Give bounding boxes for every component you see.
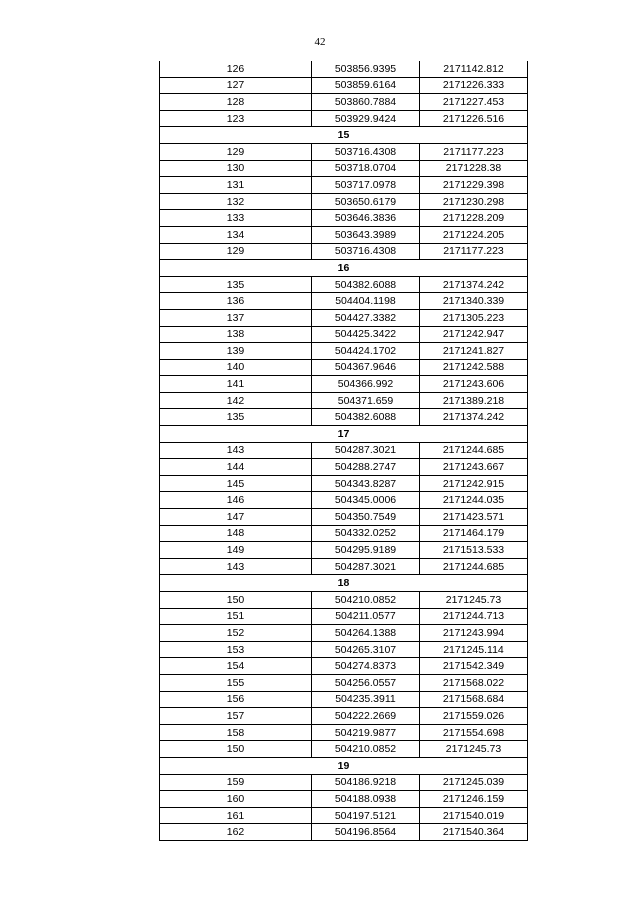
point-id-cell: 144	[160, 459, 312, 476]
y-coordinate-cell: 2171177.223	[420, 143, 528, 160]
y-coordinate-cell: 2171244.685	[420, 558, 528, 575]
x-coordinate-cell: 503717.0978	[312, 177, 420, 194]
y-coordinate-cell: 2171229.398	[420, 177, 528, 194]
table-row	[160, 674, 528, 691]
y-coordinate-cell: 2171245.039	[420, 774, 528, 791]
group-header-row	[160, 260, 528, 277]
y-coordinate-cell: 2171228.38	[420, 160, 528, 177]
x-coordinate-cell: 504222.2669	[312, 708, 420, 725]
table-row	[160, 509, 528, 526]
point-id-cell: 159	[160, 774, 312, 791]
x-coordinate-cell: 504235.3911	[312, 691, 420, 708]
table-row	[160, 824, 528, 841]
table-row	[160, 658, 528, 675]
point-id-cell: 135	[160, 409, 312, 426]
x-coordinate-cell: 503646.3836	[312, 210, 420, 227]
group-header-row	[160, 127, 528, 144]
point-id-cell: 146	[160, 492, 312, 509]
y-coordinate-cell: 2171242.915	[420, 475, 528, 492]
x-coordinate-cell: 504424.1702	[312, 343, 420, 360]
y-coordinate-cell: 2171374.242	[420, 276, 528, 293]
table-row	[160, 691, 528, 708]
y-coordinate-cell: 2171423.571	[420, 509, 528, 526]
x-coordinate-cell: 503860.7884	[312, 94, 420, 111]
table-row	[160, 243, 528, 260]
point-id-cell: 131	[160, 177, 312, 194]
point-id-cell: 149	[160, 542, 312, 559]
point-id-cell: 160	[160, 791, 312, 808]
table-row	[160, 592, 528, 609]
x-coordinate-cell: 503643.3989	[312, 226, 420, 243]
x-coordinate-cell: 504404.1198	[312, 293, 420, 310]
point-id-cell: 135	[160, 276, 312, 293]
point-id-cell: 151	[160, 608, 312, 625]
table-row	[160, 608, 528, 625]
table-row	[160, 210, 528, 227]
x-coordinate-cell: 504382.6088	[312, 276, 420, 293]
table-row	[160, 625, 528, 642]
table-row	[160, 376, 528, 393]
x-coordinate-cell: 504425.3422	[312, 326, 420, 343]
x-coordinate-cell: 504264.1388	[312, 625, 420, 642]
x-coordinate-cell: 504350.7549	[312, 509, 420, 526]
y-coordinate-cell: 2171540.019	[420, 807, 528, 824]
point-id-cell: 143	[160, 442, 312, 459]
x-coordinate-cell: 504287.3021	[312, 442, 420, 459]
y-coordinate-cell: 2171244.035	[420, 492, 528, 509]
point-id-cell: 123	[160, 110, 312, 127]
point-id-cell: 128	[160, 94, 312, 111]
table-row	[160, 309, 528, 326]
table-row	[160, 143, 528, 160]
x-coordinate-cell: 504186.9218	[312, 774, 420, 791]
page-number: 42	[314, 36, 326, 48]
point-id-cell: 129	[160, 143, 312, 160]
coordinate-table-body	[160, 61, 528, 840]
point-id-cell: 148	[160, 525, 312, 542]
y-coordinate-cell: 2171142.812	[420, 61, 528, 77]
point-id-cell: 153	[160, 641, 312, 658]
point-id-cell: 137	[160, 309, 312, 326]
x-coordinate-cell: 504211.0577	[312, 608, 420, 625]
point-id-cell: 152	[160, 625, 312, 642]
point-id-cell: 129	[160, 243, 312, 260]
x-coordinate-cell: 504287.3021	[312, 558, 420, 575]
y-coordinate-cell: 2171242.588	[420, 359, 528, 376]
point-id-cell: 147	[160, 509, 312, 526]
y-coordinate-cell: 2171554.698	[420, 724, 528, 741]
x-coordinate-cell: 503716.4308	[312, 143, 420, 160]
point-id-cell: 126	[160, 61, 312, 77]
point-id-cell: 132	[160, 193, 312, 210]
y-coordinate-cell: 2171226.516	[420, 110, 528, 127]
point-id-cell: 134	[160, 226, 312, 243]
x-coordinate-cell: 503929.9424	[312, 110, 420, 127]
group-header-row	[160, 426, 528, 443]
x-coordinate-cell: 504366.992	[312, 376, 420, 393]
y-coordinate-cell: 2171228.209	[420, 210, 528, 227]
point-id-cell: 127	[160, 77, 312, 94]
y-coordinate-cell: 2171245.73	[420, 741, 528, 758]
x-coordinate-cell: 504210.0852	[312, 741, 420, 758]
coordinate-table	[159, 61, 528, 841]
x-coordinate-cell: 504371.659	[312, 392, 420, 409]
point-id-cell: 143	[160, 558, 312, 575]
y-coordinate-cell: 2171227.453	[420, 94, 528, 111]
table-row	[160, 343, 528, 360]
point-id-cell: 162	[160, 824, 312, 841]
table-row	[160, 61, 528, 77]
y-coordinate-cell: 2171245.73	[420, 592, 528, 609]
point-id-cell: 142	[160, 392, 312, 409]
table-row	[160, 77, 528, 94]
point-id-cell: 155	[160, 674, 312, 691]
group-label: 17	[160, 426, 528, 443]
y-coordinate-cell: 2171340.339	[420, 293, 528, 310]
table-row	[160, 641, 528, 658]
x-coordinate-cell: 504219.9877	[312, 724, 420, 741]
table-row	[160, 774, 528, 791]
group-label: 16	[160, 260, 528, 277]
x-coordinate-cell: 504197.5121	[312, 807, 420, 824]
table-row	[160, 177, 528, 194]
y-coordinate-cell: 2171374.242	[420, 409, 528, 426]
y-coordinate-cell: 2171224.205	[420, 226, 528, 243]
y-coordinate-cell: 2171542.349	[420, 658, 528, 675]
x-coordinate-cell: 503718.0704	[312, 160, 420, 177]
point-id-cell: 140	[160, 359, 312, 376]
table-row	[160, 409, 528, 426]
y-coordinate-cell: 2171243.994	[420, 625, 528, 642]
x-coordinate-cell: 504188.0938	[312, 791, 420, 808]
y-coordinate-cell: 2171230.298	[420, 193, 528, 210]
table-row	[160, 293, 528, 310]
table-row	[160, 94, 528, 111]
table-row	[160, 525, 528, 542]
y-coordinate-cell: 2171241.827	[420, 343, 528, 360]
table-row	[160, 475, 528, 492]
x-coordinate-cell: 504343.8287	[312, 475, 420, 492]
point-id-cell: 139	[160, 343, 312, 360]
y-coordinate-cell: 2171305.223	[420, 309, 528, 326]
x-coordinate-cell: 504288.2747	[312, 459, 420, 476]
point-id-cell: 145	[160, 475, 312, 492]
x-coordinate-cell: 504196.8564	[312, 824, 420, 841]
group-header-row	[160, 575, 528, 592]
y-coordinate-cell: 2171513.533	[420, 542, 528, 559]
y-coordinate-cell: 2171242.947	[420, 326, 528, 343]
table-row	[160, 326, 528, 343]
point-id-cell: 150	[160, 741, 312, 758]
y-coordinate-cell: 2171177.223	[420, 243, 528, 260]
point-id-cell: 141	[160, 376, 312, 393]
x-coordinate-cell: 504256.0557	[312, 674, 420, 691]
table-row	[160, 359, 528, 376]
x-coordinate-cell: 504427.3382	[312, 309, 420, 326]
table-row	[160, 724, 528, 741]
y-coordinate-cell: 2171464.179	[420, 525, 528, 542]
table-row	[160, 392, 528, 409]
y-coordinate-cell: 2171246.159	[420, 791, 528, 808]
table-row	[160, 226, 528, 243]
y-coordinate-cell: 2171568.022	[420, 674, 528, 691]
table-row	[160, 110, 528, 127]
group-label: 15	[160, 127, 528, 144]
point-id-cell: 138	[160, 326, 312, 343]
table-row	[160, 492, 528, 509]
x-coordinate-cell: 503859.6164	[312, 77, 420, 94]
table-row	[160, 442, 528, 459]
y-coordinate-cell: 2171243.667	[420, 459, 528, 476]
group-label: 18	[160, 575, 528, 592]
table-row	[160, 741, 528, 758]
table-row	[160, 708, 528, 725]
table-row	[160, 276, 528, 293]
point-id-cell: 161	[160, 807, 312, 824]
table-row	[160, 558, 528, 575]
table-row	[160, 791, 528, 808]
y-coordinate-cell: 2171243.606	[420, 376, 528, 393]
point-id-cell: 156	[160, 691, 312, 708]
y-coordinate-cell: 2171540.364	[420, 824, 528, 841]
y-coordinate-cell: 2171245.114	[420, 641, 528, 658]
y-coordinate-cell: 2171389.218	[420, 392, 528, 409]
y-coordinate-cell: 2171568.684	[420, 691, 528, 708]
point-id-cell: 158	[160, 724, 312, 741]
x-coordinate-cell: 504345.0006	[312, 492, 420, 509]
x-coordinate-cell: 504210.0852	[312, 592, 420, 609]
x-coordinate-cell: 504265.3107	[312, 641, 420, 658]
point-id-cell: 154	[160, 658, 312, 675]
x-coordinate-cell: 503716.4308	[312, 243, 420, 260]
group-label: 19	[160, 757, 528, 774]
x-coordinate-cell: 504382.6088	[312, 409, 420, 426]
x-coordinate-cell: 503650.6179	[312, 193, 420, 210]
y-coordinate-cell: 2171244.713	[420, 608, 528, 625]
point-id-cell: 157	[160, 708, 312, 725]
y-coordinate-cell: 2171244.685	[420, 442, 528, 459]
x-coordinate-cell: 504295.9189	[312, 542, 420, 559]
table-row	[160, 459, 528, 476]
point-id-cell: 133	[160, 210, 312, 227]
table-row	[160, 193, 528, 210]
x-coordinate-cell: 504332.0252	[312, 525, 420, 542]
table-row	[160, 160, 528, 177]
point-id-cell: 130	[160, 160, 312, 177]
x-coordinate-cell: 504367.9646	[312, 359, 420, 376]
point-id-cell: 150	[160, 592, 312, 609]
table-row	[160, 807, 528, 824]
y-coordinate-cell: 2171559.026	[420, 708, 528, 725]
point-id-cell: 136	[160, 293, 312, 310]
y-coordinate-cell: 2171226.333	[420, 77, 528, 94]
group-header-row	[160, 757, 528, 774]
x-coordinate-cell: 504274.8373	[312, 658, 420, 675]
table-row	[160, 542, 528, 559]
x-coordinate-cell: 503856.9395	[312, 61, 420, 77]
